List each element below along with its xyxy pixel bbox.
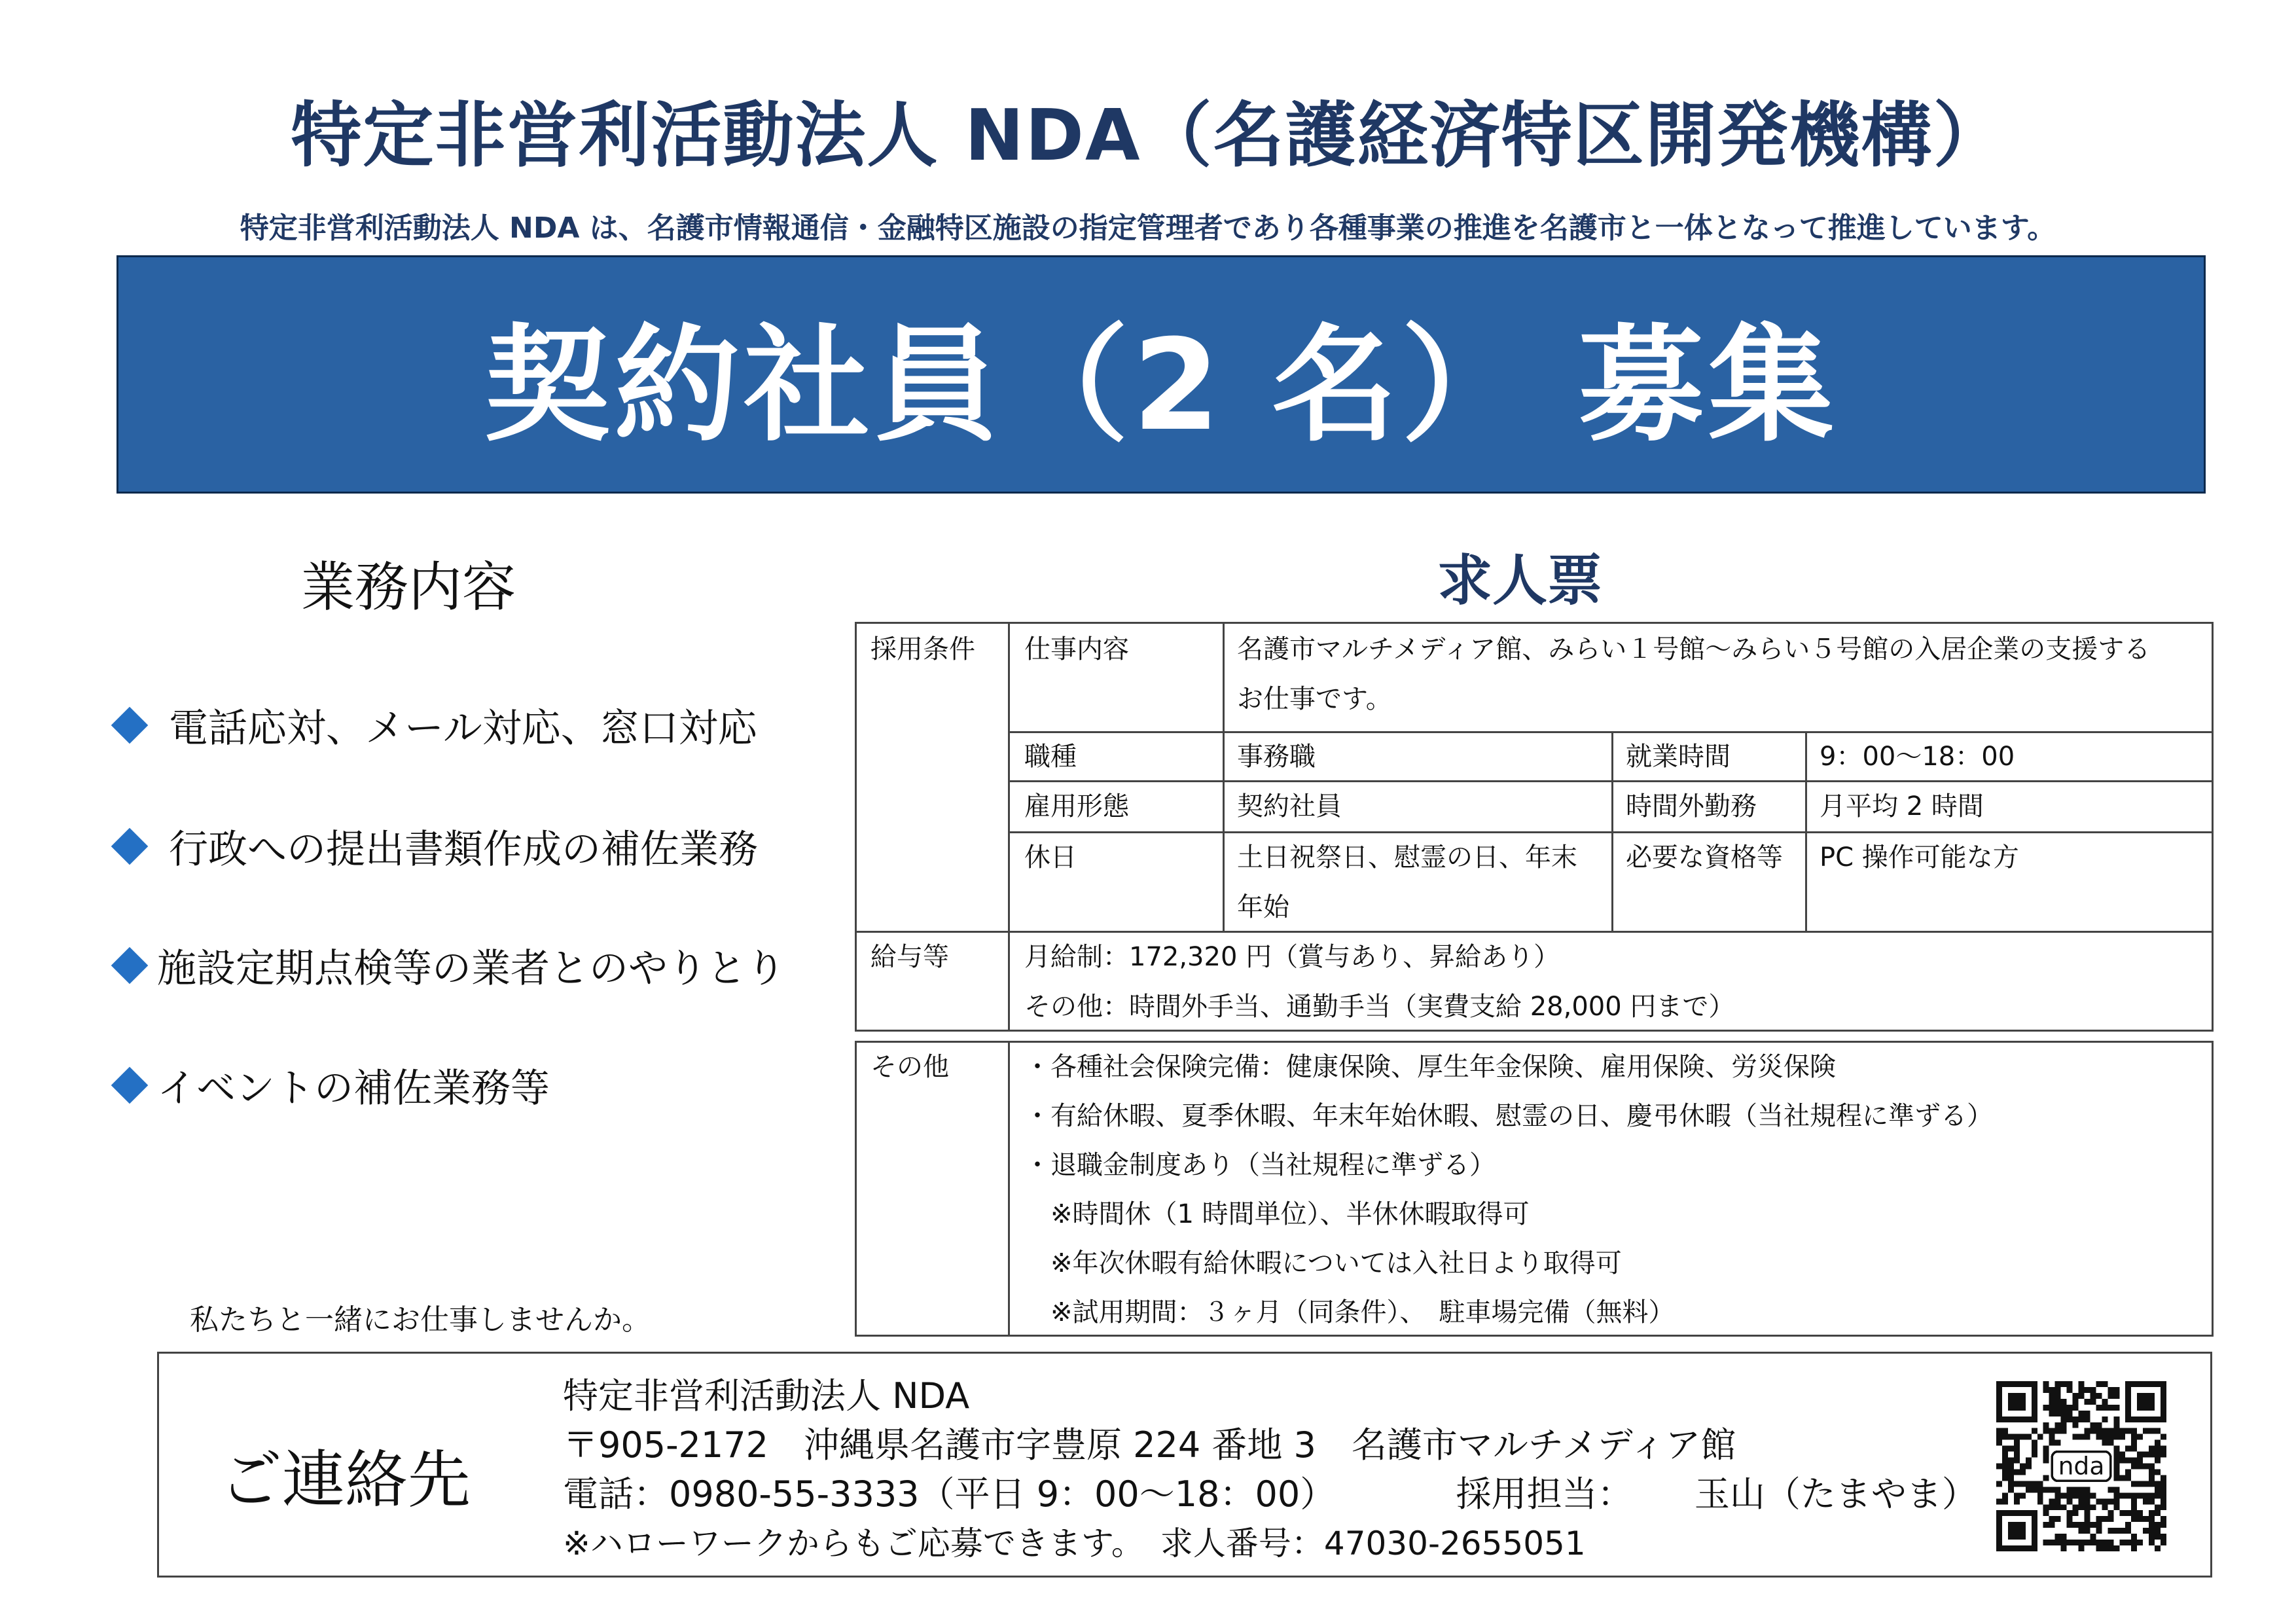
duty-item: 施設定期点検等の業者とのやりとり bbox=[105, 937, 785, 994]
other-note: ※年次休暇有給休暇については入社日より取得可 bbox=[1050, 1248, 1622, 1278]
job-content-label: 仕事内容 bbox=[1024, 634, 1129, 664]
diamond-bullet-icon bbox=[111, 1067, 149, 1104]
qr-logo-text: nda bbox=[2058, 1451, 2105, 1481]
other-label: その他 bbox=[870, 1052, 949, 1082]
salary-label: 給与等 bbox=[870, 942, 949, 972]
diamond-bullet-icon bbox=[111, 707, 149, 744]
hellowork-note: ※ハローワークからもご応募できます。 求人番号：47030-2655051 bbox=[563, 1525, 1586, 1562]
qualification-value: PC 操作可能な方 bbox=[1820, 842, 2019, 873]
other-item: ・有給休暇、夏季休暇、年末年始休暇、慰霊の日、慶弔休暇（当社規程に準ずる） bbox=[1024, 1101, 1993, 1131]
other-item: ・退職金制度あり（当社規程に準ずる） bbox=[1024, 1150, 1496, 1180]
duty-item: 行政への提出書類作成の補佐業務 bbox=[105, 818, 758, 875]
occupation-value: 事務職 bbox=[1237, 742, 1316, 772]
other-note: ※試用期間：３ヶ月（同条件）、 駐車場完備（無料） bbox=[1050, 1297, 1675, 1327]
diamond-bullet-icon bbox=[111, 947, 149, 984]
contact-label: ご連絡先 bbox=[219, 1443, 471, 1517]
overtime-label: 時間外勤務 bbox=[1626, 791, 1757, 821]
holidays-value-cont: 年始 bbox=[1237, 892, 1289, 922]
other-item: ・各種社会保険完備：健康保険、厚生年金保険、雇用保険、労災保険 bbox=[1024, 1052, 1836, 1082]
salary-value: 月給制：172,320 円（賞与あり、昇給あり） bbox=[1024, 942, 1560, 972]
contact-phone: 電話：0980-55-3333（平日 9：00～18：00） bbox=[563, 1473, 1336, 1515]
job-content-value-cont: お仕事です。 bbox=[1237, 684, 1392, 714]
qualification-label: 必要な資格等 bbox=[1626, 842, 1783, 873]
closing-message: 私たちと一緒にお仕事しませんか。 bbox=[190, 1303, 651, 1337]
holidays-label: 休日 bbox=[1024, 842, 1077, 873]
duties-heading: 業務内容 bbox=[301, 556, 516, 619]
contact-organization: 特定非営利活動法人 NDA bbox=[563, 1375, 970, 1416]
contact-address: 〒905-2172 沖縄県名護市字豊原 224 番地 3 名護市マルチメディア館 bbox=[563, 1424, 1736, 1466]
allowances-value: その他：時間外手当、通勤手当（実費支給 28,000 円まで） bbox=[1024, 992, 1735, 1022]
organization-title: 特定非営利活動法人 NDA（名護経済特区開発機構） bbox=[291, 95, 2005, 177]
other-note: ※時間休（1 時間単位）、半休休暇取得可 bbox=[1050, 1199, 1530, 1229]
banner-title: 契約社員（2 名） 募集 bbox=[484, 313, 1838, 459]
organization-intro: 特定非営利活動法人 NDA は、名護市情報通信・金融特区施設の指定管理者であり各種事業の推進を名護市と一体となって推進しています。 bbox=[240, 211, 2056, 245]
occupation-label: 職種 bbox=[1024, 742, 1077, 772]
job-sheet-heading: 求人票 bbox=[1437, 549, 1603, 613]
recruiter-label: 採用担当： bbox=[1456, 1473, 1633, 1515]
qr-code-icon bbox=[1996, 1381, 2166, 1551]
recruiter-name: 玉山（たまやま） bbox=[1694, 1473, 1977, 1515]
recruitment-banner bbox=[117, 255, 2206, 494]
job-content-value: 名護市マルチメディア館、みらい１号館～みらい５号館の入居企業の支援する bbox=[1237, 634, 2151, 664]
contact-phone-row bbox=[563, 1466, 1977, 1517]
working-hours-label: 就業時間 bbox=[1626, 742, 1731, 772]
duty-item: 電話応対、メール対応、窓口対応 bbox=[105, 697, 757, 753]
employment-type-value: 契約社員 bbox=[1237, 791, 1342, 821]
working-hours-value: 9：00～18：00 bbox=[1820, 742, 2015, 772]
conditions-label: 採用条件 bbox=[870, 634, 975, 664]
overtime-value: 月平均 2 時間 bbox=[1820, 791, 1984, 821]
diamond-bullet-icon bbox=[111, 828, 149, 865]
employment-type-label: 雇用形態 bbox=[1024, 791, 1129, 821]
duty-item: イベントの補佐業務等 bbox=[105, 1057, 550, 1113]
holidays-value: 土日祝祭日、慰霊の日、年末 bbox=[1237, 842, 1577, 873]
